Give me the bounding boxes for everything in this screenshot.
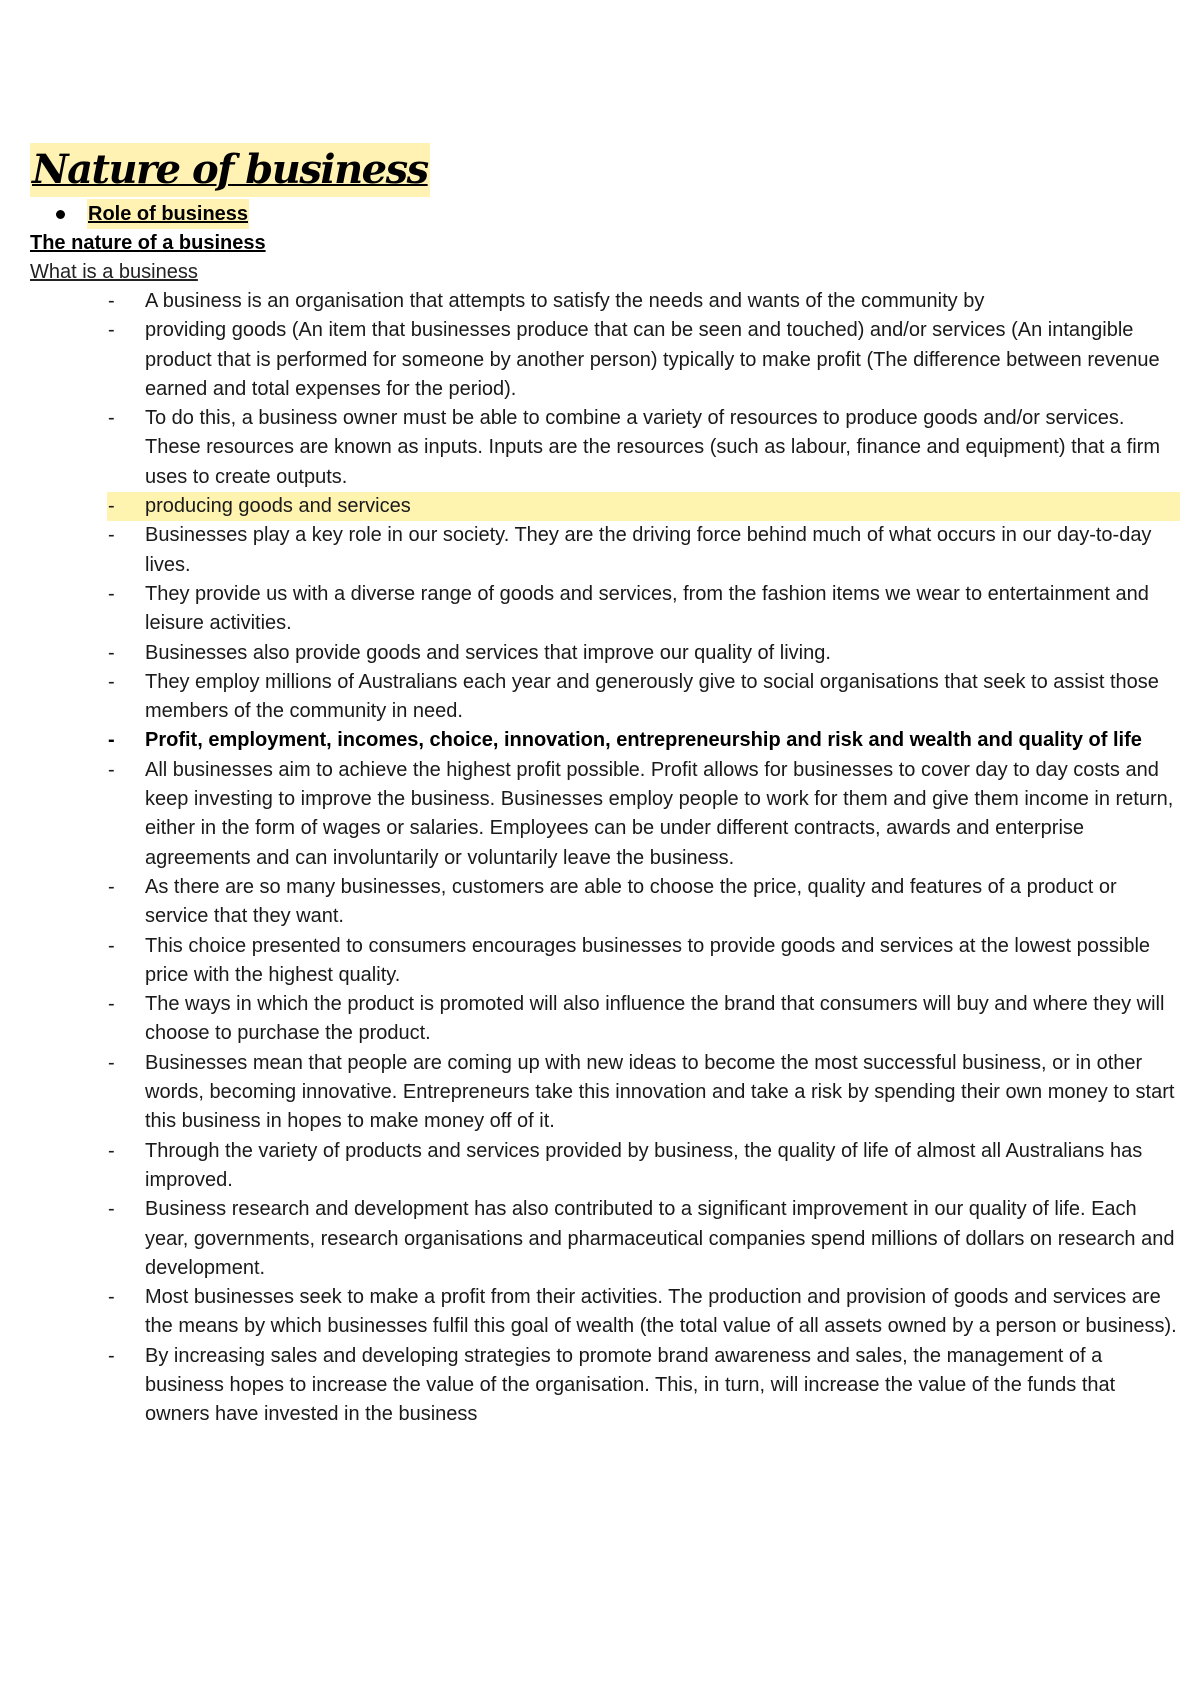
list-item-text: A business is an organisation that attempts to satisfy the needs and wants of the community by [145, 290, 985, 312]
list-item [30, 404, 1180, 492]
list-item [30, 990, 1180, 1049]
list-item [30, 1283, 1180, 1342]
list-item [107, 492, 1180, 521]
list-item-text: Businesses play a key role in our society. They are the driving force behind much of what occurs in our day-to-day lives. [145, 524, 1152, 576]
dash-marker: - [108, 1139, 115, 1162]
list-item [30, 521, 1180, 580]
dash-marker: - [108, 290, 115, 312]
dash-marker: - [108, 993, 115, 1016]
list-item [30, 1137, 1180, 1196]
list-item [30, 726, 1180, 755]
list-item-text: By increasing sales and developing strategies to promote brand awareness and sales, the management of a business hopes to increase the value of the organisation. This, in turn, will increase the value of the funds that owners have invested in the business [145, 1344, 1116, 1426]
bullet-dot-icon [56, 210, 65, 219]
bullet-item [30, 199, 1180, 229]
list-item [30, 1049, 1180, 1137]
section-subheading: What is a business [30, 261, 198, 283]
dash-marker: - [108, 1344, 115, 1367]
list-item-text: Businesses mean that people are coming up with new ideas to become the most successful business, or in other words, becoming innovative. Entrepreneurs take this innovation and take a risk by spending their own money to start this business in hopes to make money off of it. [145, 1051, 1175, 1133]
list-item [30, 668, 1180, 727]
dash-marker: - [108, 1286, 115, 1309]
dash-list [30, 287, 1180, 1430]
dash-marker: - [108, 641, 115, 664]
list-item [30, 580, 1180, 639]
list-item-text: Business research and development has also contributed to a significant improvement in our quality of life. Each year, governments, research organisations and pharmaceutical companies spend millions of dollars on research and development. [145, 1198, 1175, 1279]
list-item-text: providing goods (An item that businesses produce that can be seen and touched) and/or services (An intangible product that is performed for someone by another person) typically to make profit (The difference between revenue earned and total expenses for the period). [145, 319, 1160, 400]
list-item [30, 756, 1180, 873]
list-item-text: producing goods and services [145, 495, 411, 518]
bullet-label: Role of business [87, 199, 249, 229]
dash-marker: - [108, 934, 115, 957]
list-item-text: Profit, employment, incomes, choice, innovation, entrepreneurship and risk and wealth and quality of life [145, 729, 1142, 752]
dash-marker: - [108, 407, 115, 430]
list-item-text: Through the variety of products and services provided by business, the quality of life of almost all Australians has improved. [145, 1139, 1143, 1191]
list-item [30, 932, 1180, 991]
dash-marker: - [108, 524, 115, 547]
list-item [30, 287, 1180, 316]
list-item [30, 316, 1180, 404]
page-title: Nature of business [30, 143, 430, 197]
dash-marker: - [108, 1198, 115, 1221]
dash-marker: - [108, 1051, 115, 1074]
list-item [30, 1195, 1180, 1283]
list-item [30, 639, 1180, 668]
list-item [30, 1342, 1180, 1430]
dash-marker: - [108, 319, 115, 342]
list-item-text: They provide us with a diverse range of goods and services, from the fashion items we wear to entertainment and leisure activities. [145, 582, 1149, 635]
list-item-text: All businesses aim to achieve the highest profit possible. Profit allows for businesses to cover day to day costs and keep investing to improve the business. Businesses employ people to work for them and give them income in return, either in the form of wages or salaries. Employees can be under different contracts, awards and enterprise agreements and can involuntarily or voluntarily leave the business. [145, 758, 1174, 869]
dash-marker: - [108, 670, 115, 693]
section-heading: The nature of a business [30, 232, 266, 254]
list-item-text: Most businesses seek to make a profit from their activities. The production and provision of goods and services are the means by which businesses fulfil this goal of wealth (the total value of all assets owned by a person or business). [145, 1286, 1177, 1338]
list-item-text: To do this, a business owner must be able to combine a variety of resources to produce goods and/or services. These resources are known as inputs. Inputs are the resources (such as labour, finance and equipment) that a firm uses to create outputs. [145, 407, 1160, 488]
dash-marker: - [108, 495, 115, 518]
dash-marker: - [108, 875, 115, 898]
document-content [30, 143, 1180, 1430]
list-item-text: The ways in which the product is promoted will also influence the brand that consumers will buy and where they will choose to purchase the product. [145, 993, 1165, 1045]
list-item-text: As there are so many businesses, customers are able to choose the price, quality and features of a product or service that they want. [145, 875, 1117, 928]
dash-marker: - [108, 582, 115, 605]
list-item-text: Businesses also provide goods and services that improve our quality of living. [145, 641, 831, 664]
list-item [30, 873, 1180, 932]
dash-marker: - [108, 729, 115, 752]
list-item-text: This choice presented to consumers encourages businesses to provide goods and services at the lowest possible price with the highest quality. [145, 934, 1151, 986]
dash-marker: - [108, 758, 115, 781]
list-item-text: They employ millions of Australians each year and generously give to social organisations that seek to assist those members of the community in need. [145, 670, 1159, 723]
